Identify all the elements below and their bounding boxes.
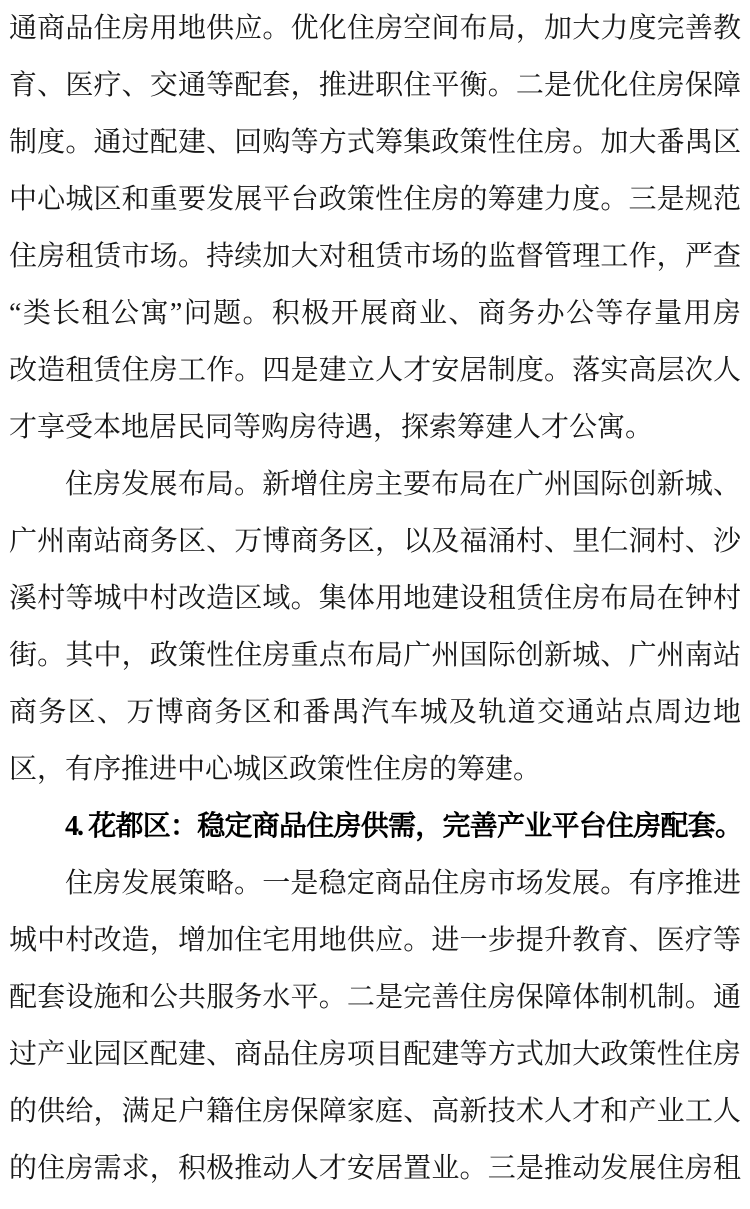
text-line: 住房租赁市场。持续加大对租赁市场的监督管理工作，严查 [9, 241, 741, 272]
text-line: 街。其中，政策性住房重点布局广州国际创新城、广州南站 [9, 640, 741, 671]
text-line: 4. 花都区：稳定商品住房供需，完善产业平台住房配套。 [65, 811, 741, 842]
heading-huadu-district [9, 810, 741, 867]
text-line: 城中村改造，增加住宅用地供应。进一步提升教育、医疗等 [9, 925, 741, 956]
text-line: 的供给，满足户籍住房保障家庭、高新技术人才和产业工人 [9, 1096, 741, 1127]
para-panyu-strategy-continued [9, 12, 741, 468]
document-page [9, 12, 741, 1209]
para-huadu-strategy [9, 867, 741, 1209]
text-line: 广州南站商务区、万博商务区，以及福涌村、里仁洞村、沙 [9, 526, 741, 557]
text-line: 过产业园区配建、商品住房项目配建等方式加大政策性住房 [9, 1039, 741, 1070]
text-line: 住房发展布局。新增住房主要布局在广州国际创新城、 [65, 469, 741, 500]
text-line: 中心城区和重要发展平台政策性住房的筹建力度。三是规范 [9, 184, 741, 215]
text-line: 区，有序推进中心城区政策性住房的筹建。 [9, 754, 542, 785]
text-line: 才享受本地居民同等购房待遇，探索筹建人才公寓。 [9, 412, 654, 443]
text-line: 住房发展策略。一是稳定商品住房市场发展。有序推进 [65, 868, 741, 899]
text-line: 制度。通过配建、回购等方式筹集政策性住房。加大番禺区 [9, 127, 741, 158]
para-panyu-layout [9, 468, 741, 810]
text-line: 育、医疗、交通等配套，推进职住平衡。二是优化住房保障 [9, 70, 741, 101]
text-line: 配套设施和公共服务水平。二是完善住房保障体制机制。通 [9, 982, 741, 1013]
text-line: 的住房需求，积极推动人才安居置业。三是推动发展住房租 [9, 1153, 741, 1184]
text-line: 改造租赁住房工作。四是建立人才安居制度。落实高层次人 [9, 355, 741, 386]
text-line: 商务区、万博商务区和番禺汽车城及轨道交通站点周边地 [9, 697, 741, 728]
text-line: “类长租公寓”问题。积极开展商业、商务办公等存量用房 [9, 298, 741, 329]
text-line: 溪村等城中村改造区域。集体用地建设租赁住房布局在钟村 [9, 583, 741, 614]
text-line: 通商品住房用地供应。优化住房空间布局，加大力度完善教 [9, 13, 741, 44]
